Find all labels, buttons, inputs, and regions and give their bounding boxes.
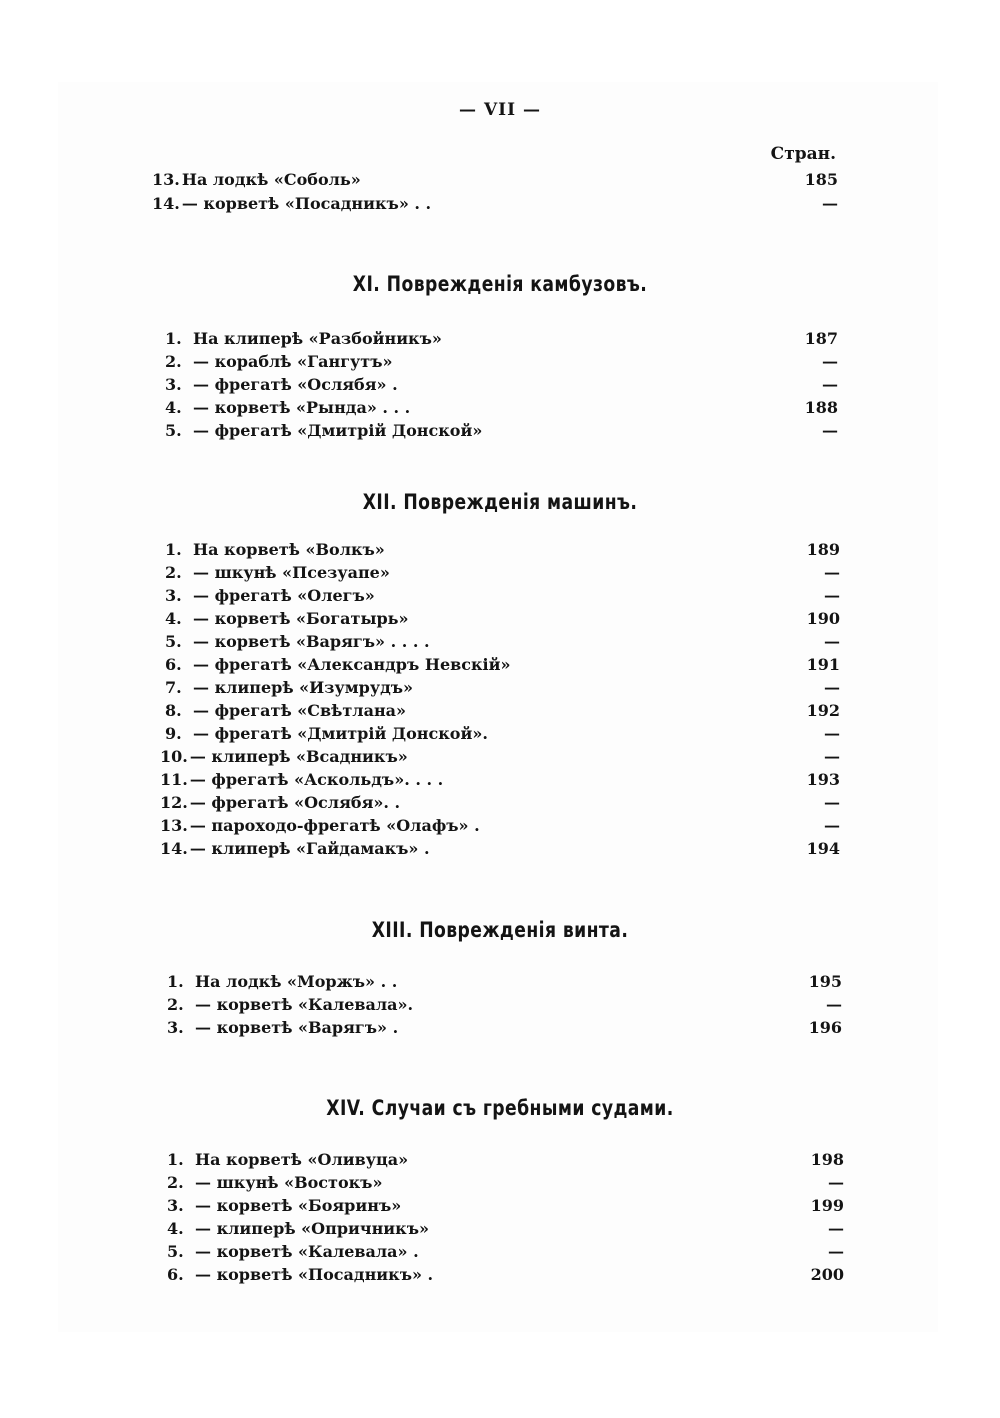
toc-entry	[165, 327, 442, 350]
entry-page: —	[828, 1219, 844, 1238]
toc-entry	[167, 970, 397, 993]
entry-text: — фрегатѣ «Дмитрій Донской».	[193, 724, 488, 743]
entry-text: — корветѣ «Посадникъ» .	[195, 1265, 434, 1284]
toc-entry	[165, 722, 488, 745]
toc-entry	[167, 993, 413, 1016]
toc-entry	[165, 373, 398, 396]
entry-page: —	[822, 375, 838, 394]
entry-text: — корветѣ «Бояринъ»	[195, 1196, 402, 1215]
section-title: XI. Поврежденія камбузовъ.	[352, 272, 648, 296]
entry-page: 187	[804, 329, 838, 348]
toc-entry	[160, 745, 408, 768]
entry-number: 7.	[165, 678, 182, 697]
entry-number: 13.	[152, 170, 180, 189]
entry-number: 1.	[167, 1150, 184, 1169]
entry-number: 3.	[167, 1018, 184, 1037]
entry-number: 6.	[167, 1265, 184, 1284]
entry-text: — клиперѣ «Изумрудъ»	[193, 678, 414, 697]
toc-entry	[165, 676, 413, 699]
entry-page: —	[824, 747, 840, 766]
toc-entry	[152, 192, 431, 215]
entry-page: 192	[806, 701, 840, 720]
toc-entry	[165, 630, 430, 653]
entry-text: — корветѣ «Варягъ» . . . .	[193, 632, 430, 651]
entry-page: 193	[806, 770, 840, 789]
entry-text: — кораблѣ «Гангутъ»	[193, 352, 393, 371]
entry-number: 10.	[160, 747, 188, 766]
entry-number: 3.	[165, 586, 182, 605]
entry-text: — клиперѣ «Всадникъ»	[189, 747, 408, 766]
entry-page: —	[828, 1242, 844, 1261]
entry-text: — шкунѣ «Востокъ»	[195, 1173, 383, 1192]
entry-number: 14.	[160, 839, 188, 858]
entry-page: 199	[810, 1196, 844, 1215]
page-header: — VII —	[459, 100, 541, 120]
toc-entry	[160, 791, 400, 814]
toc-entry	[160, 814, 480, 837]
entry-page: 195	[808, 972, 842, 991]
entry-text: На лодкѣ «Соболь»	[181, 170, 361, 189]
entry-page: —	[824, 563, 840, 582]
entry-number: 2.	[167, 995, 184, 1014]
entry-number: 12.	[160, 793, 188, 812]
toc-entry	[165, 561, 390, 584]
entry-number: 3.	[165, 375, 182, 394]
toc-entry	[167, 1240, 419, 1263]
toc-entry	[167, 1263, 433, 1286]
toc-entry	[167, 1016, 398, 1039]
entry-number: 13.	[160, 816, 188, 835]
toc-entry	[167, 1194, 401, 1217]
entry-text: — шкунѣ «Псезуапе»	[193, 563, 390, 582]
entry-text: — клиперѣ «Опричникъ»	[195, 1219, 429, 1238]
entry-page: 198	[810, 1150, 844, 1169]
entry-text: — фрегатѣ «Александръ Невскій»	[193, 655, 511, 674]
toc-entry	[165, 584, 375, 607]
entry-page: —	[824, 816, 840, 835]
toc-entry	[165, 699, 406, 722]
entry-number: 2.	[167, 1173, 184, 1192]
entry-number: 1.	[165, 329, 182, 348]
entry-page: —	[824, 724, 840, 743]
entry-page: —	[824, 632, 840, 651]
entry-text: — корветѣ «Посадникъ» . .	[181, 194, 432, 213]
section-title: XIII. Поврежденія винта.	[371, 918, 629, 942]
entry-page: —	[824, 678, 840, 697]
entry-text: — фрегатѣ «Аскольдъ». . . .	[189, 770, 444, 789]
entry-number: 5.	[167, 1242, 184, 1261]
section-title: XII. Поврежденія машинъ.	[362, 490, 638, 514]
toc-entry	[167, 1148, 408, 1171]
entry-text: На корветѣ «Волкъ»	[193, 540, 385, 559]
entry-text: — клиперѣ «Гайдамакъ» .	[189, 839, 430, 858]
entry-text: — корветѣ «Калевала».	[195, 995, 414, 1014]
entry-text: На корветѣ «Оливуца»	[195, 1150, 409, 1169]
entry-number: 8.	[165, 701, 182, 720]
entry-number: 2.	[165, 352, 182, 371]
entry-number: 4.	[167, 1219, 184, 1238]
entry-text: На лодкѣ «Моржъ» . .	[195, 972, 398, 991]
entry-text: На клиперѣ «Разбойникъ»	[193, 329, 442, 348]
entry-text: — корветѣ «Рында» . . .	[193, 398, 411, 417]
toc-entry	[167, 1217, 429, 1240]
entry-page: 185	[804, 170, 838, 189]
toc-entry	[165, 396, 410, 419]
page-column-label: Стран.	[770, 144, 836, 164]
entry-number: 5.	[165, 632, 182, 651]
toc-entry	[152, 168, 361, 191]
entry-page: —	[822, 352, 838, 371]
entry-text: — пароходо-фрегатѣ «Олафъ» .	[189, 816, 480, 835]
entry-page: 191	[806, 655, 840, 674]
entry-page: —	[828, 1173, 844, 1192]
entry-text: — корветѣ «Калевала» .	[195, 1242, 419, 1261]
entry-page: —	[824, 586, 840, 605]
toc-entry	[167, 1171, 382, 1194]
entry-page: 189	[806, 540, 840, 559]
entry-page: 194	[806, 839, 840, 858]
entry-page: —	[824, 793, 840, 812]
entry-page: —	[822, 194, 838, 213]
entry-text: — фрегатѣ «Ослябя» .	[193, 375, 398, 394]
entry-page: 190	[806, 609, 840, 628]
entry-number: 5.	[165, 421, 182, 440]
toc-entry	[165, 607, 409, 630]
section-title: XIV. Случаи съ гребными судами.	[326, 1096, 674, 1120]
toc-entry	[165, 538, 385, 561]
entry-number: 14.	[152, 194, 180, 213]
entry-text: — корветѣ «Варягъ» .	[195, 1018, 399, 1037]
entry-number: 6.	[165, 655, 182, 674]
entry-number: 4.	[165, 398, 182, 417]
entry-number: 1.	[165, 540, 182, 559]
toc-entry	[160, 837, 430, 860]
entry-page: 188	[804, 398, 838, 417]
entry-text: — фрегатѣ «Ослябя». .	[189, 793, 401, 812]
entry-page: 200	[810, 1265, 844, 1284]
entry-page: —	[826, 995, 842, 1014]
toc-entry	[165, 419, 482, 442]
toc-entry	[165, 350, 392, 373]
entry-number: 1.	[167, 972, 184, 991]
entry-number: 4.	[165, 609, 182, 628]
entry-text: — фрегатѣ «Олегъ»	[193, 586, 375, 605]
entry-text: — фрегатѣ «Дмитрій Донской»	[193, 421, 483, 440]
entry-number: 11.	[160, 770, 188, 789]
entry-text: — корветѣ «Богатырь»	[193, 609, 409, 628]
entry-number: 3.	[167, 1196, 184, 1215]
entry-page: 196	[808, 1018, 842, 1037]
entry-text: — фрегатѣ «Свѣтлана»	[193, 701, 407, 720]
toc-entry	[160, 768, 443, 791]
toc-entry	[165, 653, 511, 676]
entry-number: 2.	[165, 563, 182, 582]
entry-number: 9.	[165, 724, 182, 743]
entry-page: —	[822, 421, 838, 440]
